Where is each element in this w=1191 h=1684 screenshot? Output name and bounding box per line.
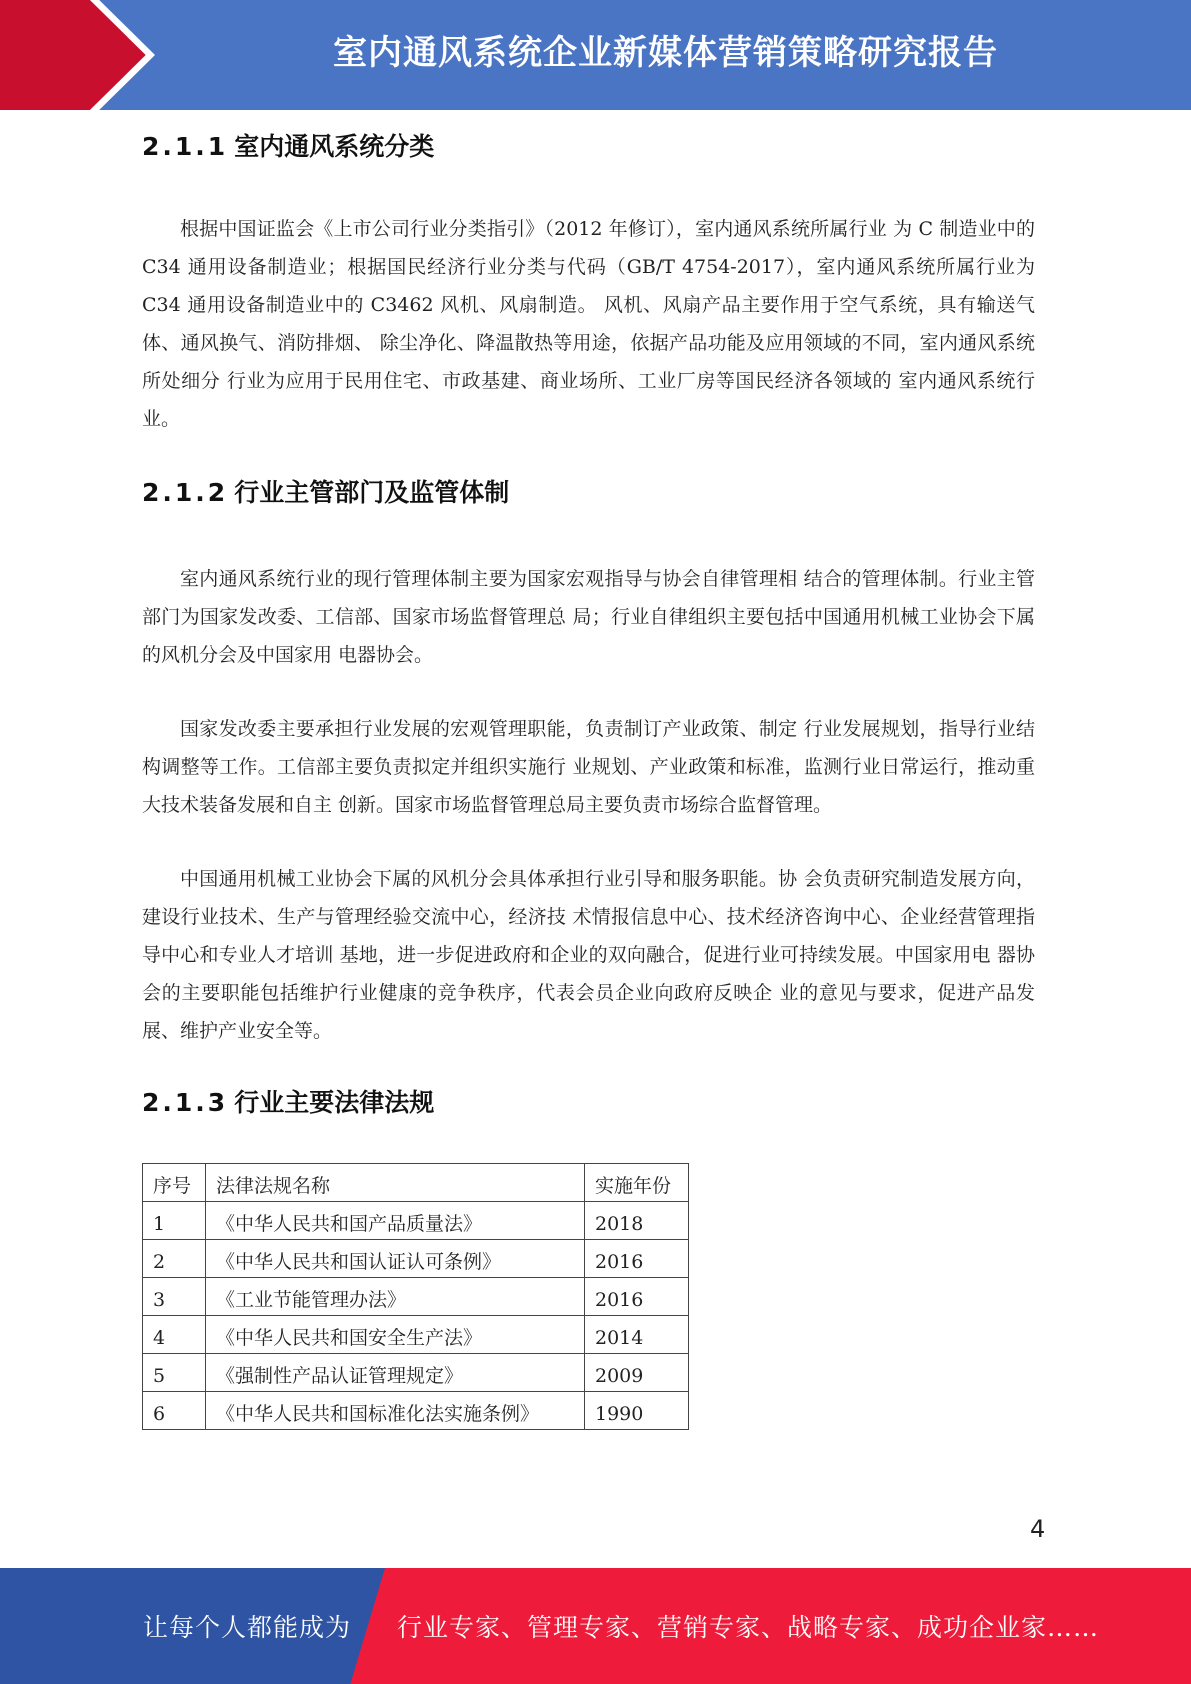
section-heading-2-1-1 [142, 127, 1035, 167]
cell-name: 《强制性产品认证管理规定》 [206, 1354, 585, 1392]
footer-banner [0, 1568, 1191, 1684]
section-title: 室内通风系统分类 [234, 132, 435, 161]
column-header-year: 实施年份 [585, 1164, 689, 1202]
cell-year: 2016 [585, 1278, 689, 1316]
cell-name: 《中华人民共和国标准化法实施条例》 [206, 1392, 585, 1430]
laws-regulations-table [142, 1163, 689, 1430]
section-number: 2.1.3 [142, 1088, 229, 1117]
header-red-arrow [0, 0, 150, 110]
table-row [143, 1392, 689, 1430]
main-content [142, 110, 1035, 1430]
cell-number: 2 [143, 1240, 206, 1278]
section-number: 2.1.2 [142, 478, 229, 507]
report-title: 室内通风系统企业新媒体营销策略研究报告 [333, 33, 998, 73]
cell-name: 《中华人民共和国产品质量法》 [206, 1202, 585, 1240]
section-title: 行业主要法律法规 [234, 1088, 435, 1117]
table-row [143, 1354, 689, 1392]
cell-year: 1990 [585, 1392, 689, 1430]
cell-year: 2016 [585, 1240, 689, 1278]
header-banner [0, 0, 1191, 110]
table-row [143, 1240, 689, 1278]
cell-number: 5 [143, 1354, 206, 1392]
cell-year: 2009 [585, 1354, 689, 1392]
column-header-name: 法律法规名称 [206, 1164, 585, 1202]
footer-slogan-right: 行业专家、管理专家、营销专家、战略专家、成功企业家…… [397, 1613, 1100, 1642]
paragraph: 室内通风系统行业的现行管理体制主要为国家宏观指导与协会自律管理相 结合的管理体制。行业主管部门为国家发改委、工信部、国家市场监督管理总 局；行业自律组织主要包括中国通用机械工业协会下属的风机分会及中国家用 电器协会。 [142, 568, 1035, 666]
cell-name: 《工业节能管理办法》 [206, 1278, 585, 1316]
cell-name: 《中华人民共和国认证认可条例》 [206, 1240, 585, 1278]
section-heading-2-1-3 [142, 1083, 1035, 1123]
table-row [143, 1278, 689, 1316]
paragraph: 国家发改委主要承担行业发展的宏观管理职能，负责制订产业政策、制定 行业发展规划，指导行业结构调整等工作。工信部主要负责拟定并组织实施行 业规划、产业政策和标准，监测行业日常运行，推动重大技术装备发展和自主 创新。国家市场监督管理总局主要负责市场综合监督管理。 [142, 718, 1035, 816]
table-row [143, 1316, 689, 1354]
paragraph: 中国通用机械工业协会下属的风机分会具体承担行业引导和服务职能。协 会负责研究制造发展方向，建设行业技术、生产与管理经验交流中心，经济技 术情报信息中心、技术经济咨询中心、企业经营管理指导中心和专业人才培训 基地，进一步促进政府和企业的双向融合，促进行业可持续发展。中国家用电 器协会的主要职能包括维护行业健康的竞争秩序，代表会员企业向政府反映企 业的意见与要求，促进产品发展、维护产业安全等。 [142, 868, 1035, 1042]
cell-number: 4 [143, 1316, 206, 1354]
section-number: 2.1.1 [142, 132, 229, 161]
cell-name: 《中华人民共和国安全生产法》 [206, 1316, 585, 1354]
cell-year: 2014 [585, 1316, 689, 1354]
column-header-number: 序号 [143, 1164, 206, 1202]
cell-number: 1 [143, 1202, 206, 1240]
table-header-row [143, 1164, 689, 1202]
cell-number: 3 [143, 1278, 206, 1316]
table-row [143, 1202, 689, 1240]
footer-slogan-left: 让每个人都能成为 [143, 1613, 352, 1642]
cell-year: 2018 [585, 1202, 689, 1240]
section-heading-2-1-2 [142, 473, 1035, 513]
cell-number: 6 [143, 1392, 206, 1430]
paragraph: 根据中国证监会《上市公司行业分类指引》（2012 年修订），室内通风系统所属行业 为 C 制造业中的 C34 通用设备制造业；根据国民经济行业分类与代码（GB/T 4754-2017），室内通风系统所属行业为 C34 通用设备制造业中的 C3462 风机、风扇制造。 风机、风扇产品主要作用于空气系统，具有输送气体、通风换气、消防排烟、 除尘净化、降温散热等用途，依据产品功能及应用领域的不同，室内通风系统所处细分 行业为应用于民用住宅、市政基建、商业场所、工业厂房等国民经济各领域的 室内通风系统行业。 [142, 218, 1035, 430]
page-number: 4 [1030, 1515, 1046, 1543]
section-title: 行业主管部门及监管体制 [234, 478, 510, 507]
